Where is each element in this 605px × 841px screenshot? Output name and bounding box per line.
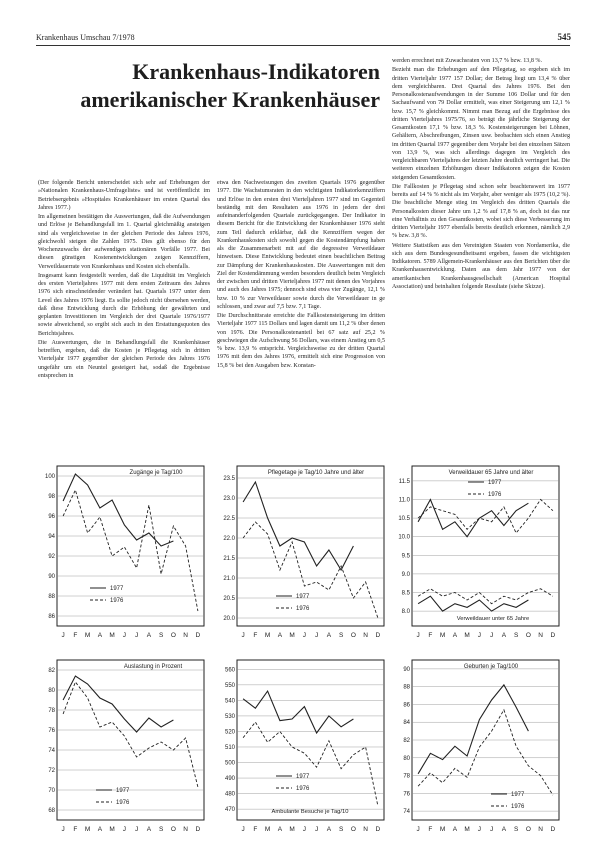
y-tick-label: 86 [48,614,55,620]
lower-series-line-1977 [418,596,528,611]
legend-label: 1976 [511,804,525,810]
x-tick-label: M [264,632,271,639]
plot-frame [57,466,204,626]
x-tick-label: D [550,826,556,833]
legend-label: 1977 [296,594,310,600]
x-tick-label: J [135,826,139,833]
y-tick-label: 9.0 [401,571,410,578]
chart-length-of-stay [393,454,563,644]
y-tick-label: 82 [403,738,410,744]
y-tick-label: 78 [403,773,410,780]
legend-label: 1976 [296,786,310,792]
x-tick-label: A [326,632,332,639]
x-tick-label: M [264,826,271,833]
y-tick-label: 76 [403,791,410,798]
y-tick-label: 94 [48,534,55,540]
x-tick-label: J [490,826,494,833]
x-tick-label: D [375,632,381,639]
article-title [40,58,380,114]
chart-occupancy [38,648,208,838]
y-tick-label: 96 [48,514,55,520]
text-column-1 [38,179,210,449]
y-tick-label: 84 [403,720,410,727]
plot-frame [412,466,559,626]
legend-label: 1976 [116,800,130,806]
legend-label: 1976 [488,492,502,498]
x-tick-label: J [241,632,245,639]
x-tick-label: S [338,826,344,833]
x-tick-label: A [146,826,152,833]
x-tick-label: M [439,826,446,833]
legend-label: 1977 [116,788,130,794]
paragraph: Bezieht man die Erhebungen auf den Pflegetag, so ergeben sich im dritten Vierteljahr 1977 157 Dollar; der Betrag liegt um 13,4 % über dem vergleichbaren. Drei Quartal des Jahres 1976. Bei den Personalkostenaufwendungen in der Summe 106 Dollar und für den Sachaufwand von 79 Dollar ermittelt, was einer Steigerung um 12,1 % bzw. 15,7 % gleichkommt. Nimmt man Bezug auf die Ergebnisse des dritten Vierteljahres 1975/76, so beträgt die jährliche Steigerung der Gesamtkosten 17,1 % bzw. 18,3 %. Kostensteigerungen bei Löhnen, Gehältern, Abschreibungen, Zinsen usw. beobachten sich einen Anstieg im dritten Quartal 1977 gegenüber dem Vorjahr bei den einzelnen Sätzen von 13,9 %, was sich allerdings dagegen im Vergleich des vergleichbaren Vierteljahres der letzten Jahre deutlich verringert hat. Die weiteren einzelnen Erhöhungen dieser Indikatoren zeigen die Kosten steigenden Gesamtkosten. [392,67,570,181]
legend-label: 1977 [488,480,502,486]
chart-title: Pflegetage je Tag/10 Jahre und älter [267,470,365,476]
upper-series-line-1977 [63,474,173,546]
x-tick-label: N [538,826,543,833]
x-tick-label: J [241,826,245,833]
running-head: Krankenhaus Umschau 7/1978 [36,33,135,42]
legend-label: 1977 [511,792,525,798]
y-tick-label: 470 [224,807,235,814]
upper-series-line-1977 [63,676,173,732]
plot-frame [237,660,384,820]
x-tick-label: J [135,632,139,639]
x-tick-label: F [428,826,433,833]
y-tick-label: 23.5 [223,476,235,482]
x-tick-label: J [315,632,319,639]
x-tick-label: M [289,632,295,639]
x-tick-label: A [97,632,103,639]
y-tick-label: 11.0 [398,497,410,504]
y-tick-label: 10.5 [398,516,410,523]
upper-series-line-1976 [63,490,198,611]
x-tick-label: J [61,632,65,639]
chart-admissions [38,454,208,644]
y-tick-label: 20.5 [223,596,235,602]
x-tick-label: F [73,826,78,833]
plot-frame [57,660,204,820]
upper-series-line-1976 [418,710,553,795]
y-tick-label: 9.5 [401,553,410,560]
x-tick-label: D [375,826,381,833]
y-tick-label: 98 [48,494,55,500]
x-tick-label: N [538,632,543,639]
y-tick-label: 68 [48,808,55,814]
x-tick-label: M [464,632,470,639]
x-tick-label: J [302,632,306,639]
x-tick-label: O [350,632,356,639]
upper-series-line-1977 [418,685,528,774]
paragraph: Weitere Statistiken aus den Vereinigten Staaten von Nordamerika, die sich aus dem Bundesgesundheitsamt ergeben, fassen die wichtigsten Indikatoren. 5789 Allgemein-Krankenhäuser aus den Berichten über die Krankenhausentwicklung. Daten aus dem Jahr 1977 von der amerikanischen Krankenhausgesellschaft (American Hospital Association) und beinhalten folgende Resultate (siehe Skizze). [392,242,570,290]
article-title-line-1: Krankenhaus-Indikatoren [132,59,380,84]
y-tick-label: 80 [48,688,55,694]
legend-label: 1976 [296,606,310,612]
page-number: 545 [557,32,571,42]
chart-title: Geburten je Tag/100 [463,664,519,670]
x-tick-label: J [416,826,420,833]
header-rule [36,45,570,46]
chart-title: Zugänge je Tag/100 [129,470,183,476]
x-tick-label: S [513,826,519,833]
chart-annotation: Ambulante Besuche je Tag/10 [271,809,349,815]
x-tick-label: N [363,826,368,833]
y-tick-label: 490 [224,776,235,783]
x-tick-label: A [277,826,283,833]
y-tick-label: 23.0 [223,496,235,502]
y-tick-label: 88 [403,684,410,691]
y-tick-label: 21.5 [223,556,235,562]
y-tick-label: 11.5 [398,478,410,485]
chart-patient-days [218,454,388,644]
x-tick-label: O [525,826,531,833]
text-column-2 [217,179,385,449]
x-tick-label: O [350,826,356,833]
x-tick-label: N [183,826,188,833]
paragraph: etwa den Nachweisungen des zweiten Quartals 1976 gegenüber 1977. Die Wachstumsraten in den wichtigsten Indikatorkennziffern und Erlöse in den ersten drei Vierteljahren 1977 sind im Gegenteil beständig mit den Resultaten aus 1976 in jedem der drei aufeinanderfolgenden Quartale zurückgegangen. Der Indikator in diesem Bericht für die Entwicklung der Krankenhäuser 1976 sieht zum Teil dadurch erklärbar, daß die Kennziffern wegen der Krankenhauskosten sich sowohl gegen die Kostendämpfung haben als die Zusammenarbeit mit auf die degressive Verweildauer hinweisen. Diese Entwicklung bedeutet einen beachtlichen Beitrag zur Dämpfung der Krankenhauskosten. Die Auswertungen mit den Ziel der Kostendämmung werden besonders deutlich beim Vergleich der zwischen und dritten Vierteljahres 1977 mit denen des Vorjahres und auch des Jahres 1975; dennoch sind etwa vier Zugänge, 12,1 % bzw. 10 % zur Verweildauer sowie durch die Verweildauer in ge schlossen, und zwar auf 7,5 bzw. 7,1 Tage. [217,180,385,310]
lower-series-line-1976 [418,589,553,604]
y-tick-label: 82 [48,668,55,674]
x-tick-label: O [525,632,531,639]
x-tick-label: J [490,632,494,639]
y-tick-label: 80 [403,755,410,762]
x-tick-label: A [326,826,332,833]
paragraph: Im allgemeinen bestätigen die Auswertungen, daß die Aufwendungen und Erlöse je Behandlungsfall im 1. Quartal gleichmäßig ansteigen sind als vergleichsweise in der gleichen Periode des Jahres 1976, gleichwohl steigen die Zahlen 1975. Dies gilt ebenso für den Wochenzuwachs der aufwendigen stationären Vorfälle 1977. Bei diesen günstigen Kostenentwicklungen zeigen Kennziffern, Verweildauerrate von Krankenhaus und Kosten sich ebenfalls. [38,214,210,270]
x-tick-label: D [195,826,201,833]
paragraph: (Der folgende Bericht unterscheidet sich sehr auf Erhebungen der »Nationalen Krankenhaus-Umfrageliste« und ist veröffentlicht im Betriebsergebnis »Hospitales Krankenhäuser im ersten Quartal des Jahres 1977.) [38,180,210,211]
y-tick-label: 500 [224,760,235,767]
x-tick-label: J [302,826,306,833]
x-tick-label: J [477,826,481,833]
x-tick-label: A [146,632,152,639]
y-tick-label: 74 [403,809,410,816]
y-tick-label: 8.5 [401,590,410,597]
x-tick-label: M [439,632,446,639]
chart-outpatient-visits [218,648,388,838]
y-tick-label: 86 [403,702,410,709]
upper-series-line-1976 [243,522,378,618]
chart-annotation: Verweildauer unter 65 Jahre [456,616,530,622]
x-tick-label: F [428,632,433,639]
x-tick-label: A [277,632,283,639]
y-tick-label: 100 [44,474,55,480]
y-tick-label: 520 [224,729,235,736]
y-tick-label: 510 [224,744,235,751]
legend-label: 1976 [110,598,124,604]
y-tick-label: 10.0 [398,534,410,541]
paragraph: Insgesamt kann festgestellt werden, daß die Liquidität im Vergleich des ersten Vierteljahres 1977 mit dem ersten Zeitraum des Jahres 1976 sich einschneidender verändert hat. Quartals 1977 unter dem Level des Jahres 1976 liegt. Es sollte jedoch nicht übersehen werden, daß diese Entwicklung durch die Erhöhung der gewährten und geplanten Investitionen im Vergleich der drei Quartale 1976/1977 sowie abweichend, so ergibt sich auch in den Erstattungsquoten des Berichtsjahres. [38,272,210,337]
x-tick-label: S [158,632,164,639]
y-tick-label: 74 [48,748,55,754]
legend-label: 1977 [296,774,310,780]
x-tick-label: A [452,632,458,639]
paragraph: Die Auswertungen, die in Behandlungsfall die Krankenhäuser betreffen, ergeben, daß die Kosten je Pflegetag sich in dritten Vierteljahr 1977 gegenüber der gleichen Periode des Jahres 1976 ungefähr um ein Neuntel gesteigert hat, sodaß die Ergebnisse entsprechen in [38,339,210,379]
paragraph: Die Durchschnittsrate erreichte die Fallkostensteigerung im dritten Vierteljahr 1977 115 Dollars und lagen damit um 11,2 % über denen von 1976. Die Personalkostenanteil bei 67 satz auf 25,2 % geschwiegen die Aufschwung 56 Dollars, was einem Anstieg um 0,5 % bzw. 13,9 % entspricht. Vergleichsweise zu der dritten Quartal 1976 mit dem des Jahres 1976, ermittelt sich eine Progression von 15,8 % bei den Ausgaben bzw. Konstan- [217,313,385,369]
chart-title: Verweildauer 65 Jahre und älter [448,470,534,476]
y-tick-label: 22.0 [223,536,235,542]
text-column-3 [392,57,570,449]
y-tick-label: 8.0 [401,609,410,616]
y-tick-label: 70 [48,788,55,794]
y-tick-label: 72 [48,768,55,774]
plot-frame [237,466,384,626]
y-tick-label: 550 [224,682,235,689]
y-tick-label: 540 [224,698,235,705]
x-tick-label: M [84,632,91,639]
paragraph: Die Fallkosten je Pflegetag sind schon sehr beachtenswert im 1977 bereits auf 14 % % nicht als im Vorjahr, aber weniger als 1975 (10,2 %). Die beachtliche Menge stieg im Vergleich des dritten Quartals die Personalkosten dieser Jahre um 1,2 % auf 17,8 % an, doch ist das nur eine Verhältnis zu den Gesamtkosten, wobei sich diese Verbesserung im dritten Vierteljahr 1977 ebenfalls bereits deutlich erkennen, nämlich 2,9 % bzw. 3,8 %. [392,183,570,240]
x-tick-label: J [315,826,319,833]
x-tick-label: S [338,632,344,639]
x-tick-label: M [109,632,115,639]
x-tick-label: O [170,826,176,833]
x-tick-label: M [464,826,470,833]
chart-title: Auslastung in Prozent [123,664,183,670]
x-tick-label: D [550,632,556,639]
x-tick-label: J [416,632,420,639]
x-tick-label: S [513,632,519,639]
legend-label: 1977 [110,586,124,592]
upper-series-line-1977 [243,691,353,733]
x-tick-label: O [170,632,176,639]
y-tick-label: 92 [48,554,55,560]
y-tick-label: 78 [48,708,55,714]
x-tick-label: N [183,632,188,639]
x-tick-label: D [195,632,201,639]
y-tick-label: 90 [403,666,410,673]
article-title-line-2: amerikanischer Krankenhäuser [80,87,380,112]
y-tick-label: 480 [224,791,235,798]
chart-births [393,648,563,838]
x-tick-label: F [73,632,78,639]
x-tick-label: A [97,826,103,833]
x-tick-label: A [501,826,507,833]
x-tick-label: J [61,826,65,833]
paragraph: werden errechnet mit Zuwachsraten von 13,7 % bzw. 13,8 %. [392,58,543,64]
x-tick-label: M [109,826,115,833]
x-tick-label: N [363,632,368,639]
x-tick-label: S [158,826,164,833]
x-tick-label: J [122,826,126,833]
x-tick-label: J [477,632,481,639]
x-tick-label: F [253,826,258,833]
x-tick-label: A [501,632,507,639]
upper-series-line-1976 [63,682,198,787]
x-tick-label: J [122,632,126,639]
y-tick-label: 88 [48,594,55,600]
y-tick-label: 21.0 [223,576,235,582]
x-tick-label: A [452,826,458,833]
x-tick-label: M [84,826,91,833]
x-tick-label: M [289,826,295,833]
y-tick-label: 22.5 [223,516,235,522]
y-tick-label: 20.0 [223,616,235,622]
x-tick-label: F [253,632,258,639]
y-tick-label: 90 [48,574,55,580]
upper-series-line-1976 [418,500,553,534]
y-tick-label: 76 [48,728,55,734]
y-tick-label: 530 [224,713,235,720]
y-tick-label: 560 [224,667,235,674]
